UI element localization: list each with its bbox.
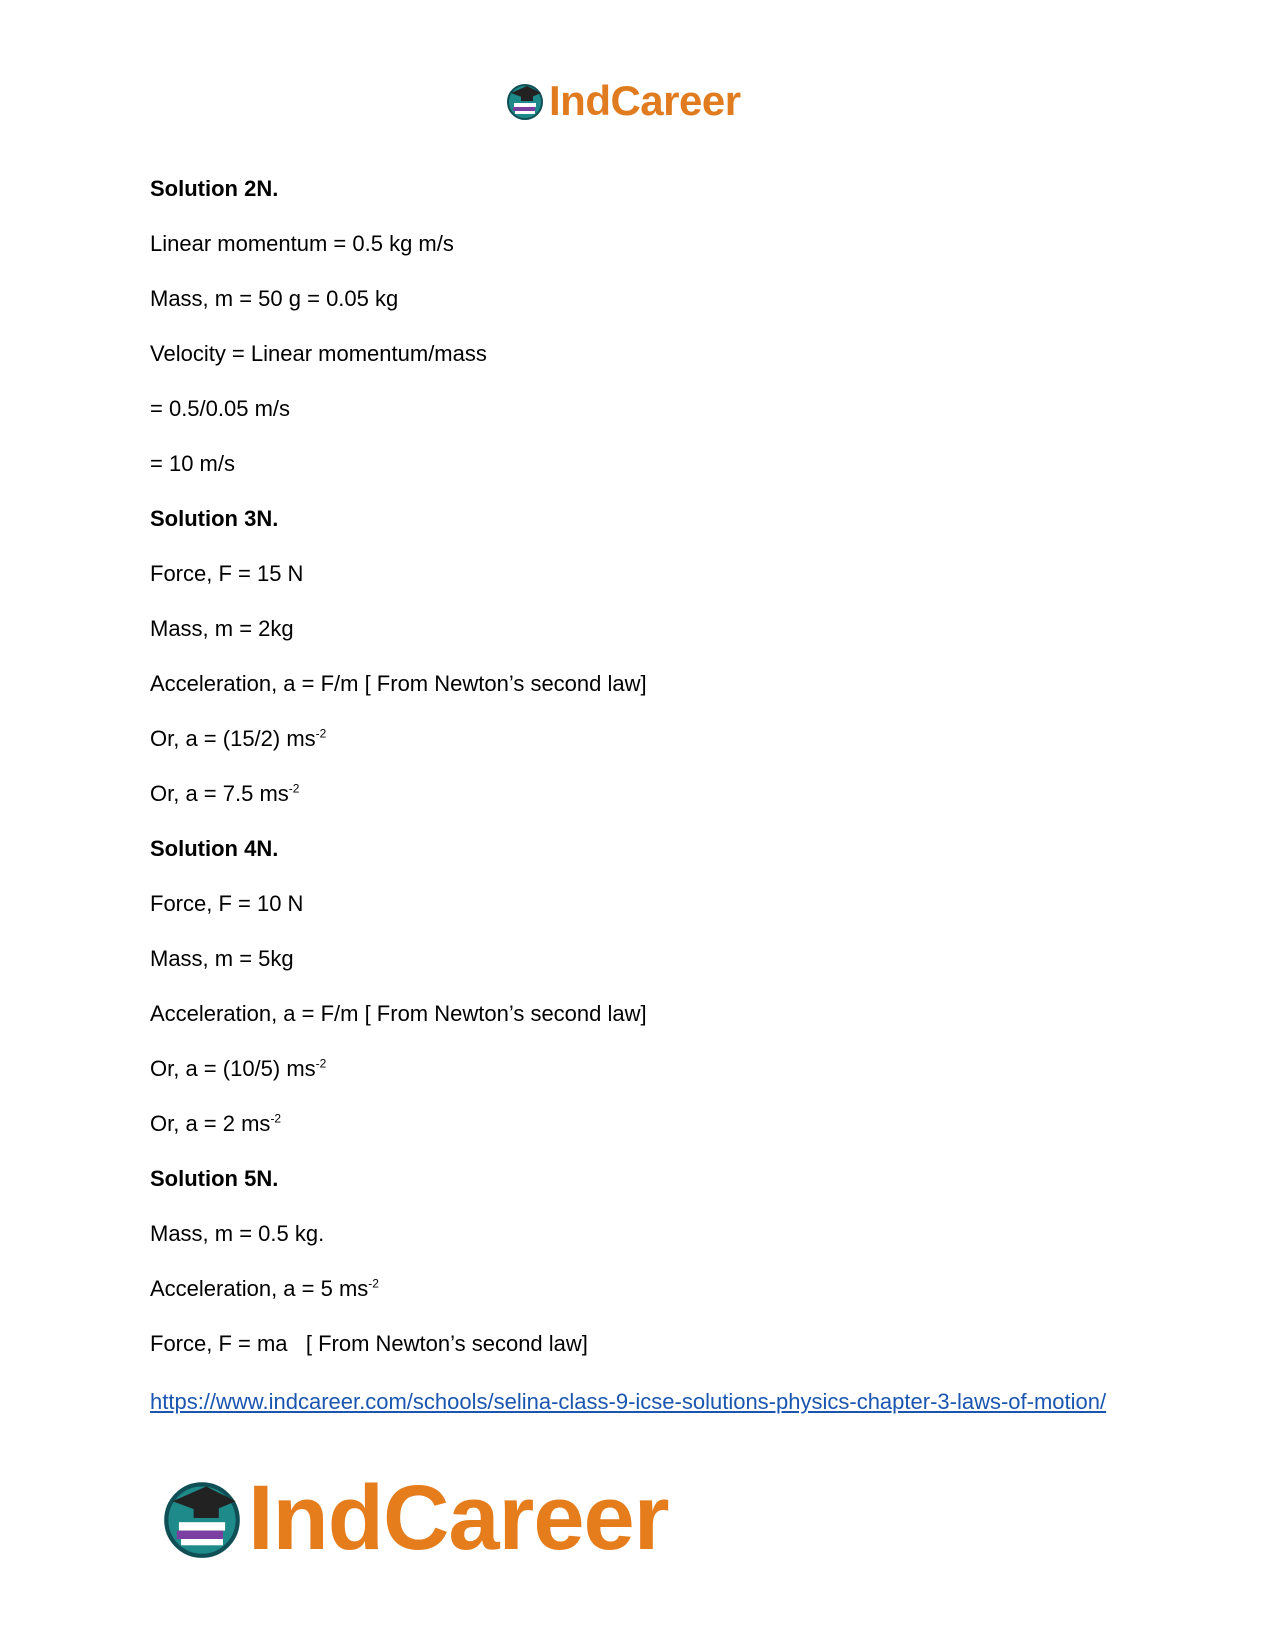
document-body bbox=[150, 176, 1130, 1386]
text-line bbox=[150, 616, 1130, 642]
solution-heading bbox=[150, 836, 1130, 862]
line-text: Solution 5N. bbox=[150, 1166, 279, 1191]
graduation-cap-globe-icon bbox=[505, 81, 545, 121]
solution-heading bbox=[150, 1166, 1130, 1192]
line-text: = 0.5/0.05 m/s bbox=[150, 396, 291, 421]
text-line bbox=[150, 671, 1130, 697]
line-text: Solution 2N. bbox=[150, 176, 279, 201]
text-line bbox=[150, 1111, 1130, 1137]
line-text: Velocity = Linear momentum/mass bbox=[150, 341, 487, 366]
line-text: Solution 4N. bbox=[150, 836, 279, 861]
line-text: Acceleration, a = F/m [ From Newton’s second law] bbox=[150, 1001, 647, 1026]
line-text: Or, a = (15/2) ms bbox=[150, 726, 316, 751]
footer-logo bbox=[160, 1467, 669, 1569]
line-text: Mass, m = 0.5 kg. bbox=[150, 1221, 325, 1246]
line-text: Acceleration, a = 5 ms bbox=[150, 1276, 369, 1301]
source-link[interactable]: https://www.indcareer.com/schools/selina-class-9-icse-solutions-physics-chapter-3-laws-of-motion/ bbox=[150, 1389, 1107, 1414]
graduation-cap-globe-icon bbox=[160, 1476, 244, 1560]
superscript: -2 bbox=[368, 1276, 379, 1291]
text-line bbox=[150, 561, 1130, 587]
solution-heading bbox=[150, 176, 1130, 202]
header-logo bbox=[505, 77, 741, 124]
line-text: Acceleration, a = F/m [ From Newton’s second law] bbox=[150, 671, 647, 696]
line-text: Or, a = 7.5 ms bbox=[150, 781, 289, 806]
line-text: = 10 m/s bbox=[150, 451, 235, 476]
line-text: Solution 3N. bbox=[150, 506, 279, 531]
text-line bbox=[150, 396, 1130, 422]
text-line bbox=[150, 1331, 1130, 1357]
text-line bbox=[150, 286, 1130, 312]
text-line bbox=[150, 781, 1130, 807]
text-line bbox=[150, 726, 1130, 752]
superscript: -2 bbox=[270, 1111, 282, 1126]
text-line bbox=[150, 946, 1130, 972]
line-text: Force, F = ma [ From Newton’s second law] bbox=[150, 1331, 588, 1356]
text-line bbox=[150, 1001, 1130, 1027]
line-text: Mass, m = 2kg bbox=[150, 616, 294, 641]
text-line bbox=[150, 1276, 1130, 1302]
logo-text: IndCareer bbox=[549, 77, 741, 124]
superscript: -2 bbox=[288, 781, 300, 796]
text-line bbox=[150, 231, 1130, 257]
text-line bbox=[150, 1221, 1130, 1247]
text-line bbox=[150, 341, 1130, 367]
line-text: Mass, m = 5kg bbox=[150, 946, 294, 971]
line-text: Force, F = 10 N bbox=[150, 891, 304, 916]
text-line bbox=[150, 1056, 1130, 1082]
solution-heading bbox=[150, 506, 1130, 532]
text-line bbox=[150, 451, 1130, 477]
superscript: -2 bbox=[315, 726, 327, 741]
line-text: Or, a = 2 ms bbox=[150, 1111, 271, 1136]
line-text: Force, F = 15 N bbox=[150, 561, 304, 586]
line-text: Linear momentum = 0.5 kg m/s bbox=[150, 231, 454, 256]
line-text: Mass, m = 50 g = 0.05 kg bbox=[150, 286, 399, 311]
line-text: Or, a = (10/5) ms bbox=[150, 1056, 316, 1081]
logo-text: IndCareer bbox=[248, 1467, 669, 1569]
superscript: -2 bbox=[315, 1056, 327, 1071]
text-line bbox=[150, 891, 1130, 917]
